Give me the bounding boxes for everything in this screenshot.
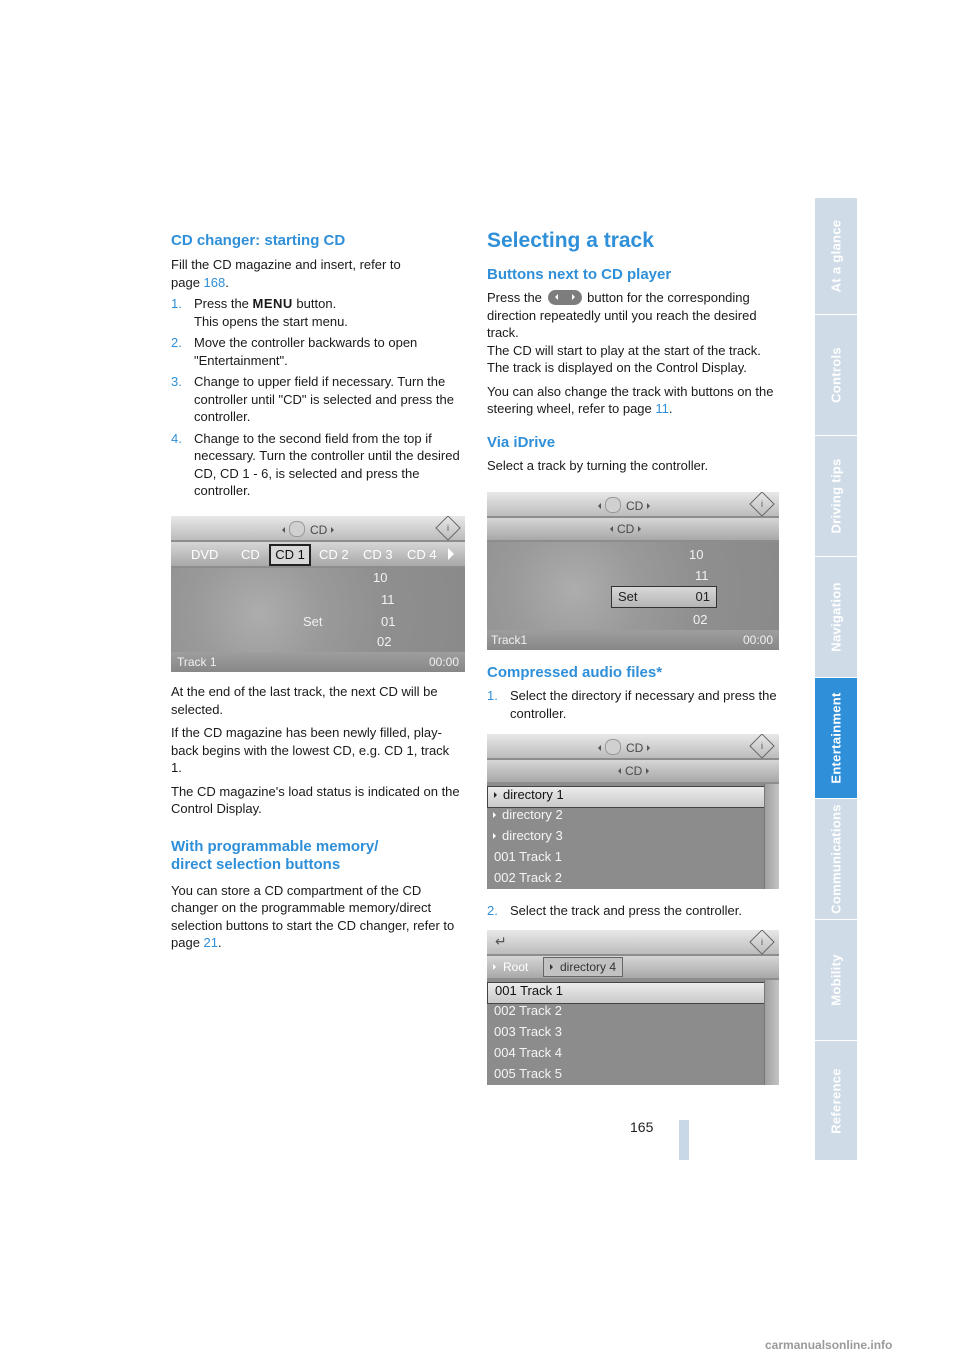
tab-cd1-selected[interactable]: CD 1	[269, 544, 311, 566]
screen-track-select	[487, 492, 779, 650]
right-arrow-icon	[647, 745, 653, 751]
footer-watermark: carmanualsonline.info	[765, 1338, 893, 1352]
right-column-step2	[487, 902, 779, 924]
track-10[interactable]: 10	[689, 547, 704, 562]
paragraph-steering: You can also change the track with buttons on the steering wheel, refer to page 11.	[487, 383, 774, 416]
steps-list	[171, 295, 463, 500]
controller-icon	[605, 497, 621, 513]
cd-tab-bar	[171, 542, 465, 566]
right-column-compressed	[487, 664, 779, 726]
step-3: 3. Change to upper field if necessary. Turn the controller until "CD" is selected and press the controller.	[171, 374, 454, 424]
list-item[interactable]: 002 Track 2	[494, 870, 562, 885]
screen-body	[487, 542, 779, 630]
track-01: 01	[695, 589, 710, 604]
paragraph-lowest-cd: If the CD magazine has been newly filled, play-back begins with the lowest CD, e.g. CD 1, track 1.	[171, 725, 450, 775]
menu-key: MENU	[252, 296, 293, 311]
page-link-168[interactable]: 168	[203, 274, 226, 290]
screen-top-bar	[487, 930, 779, 954]
sub-heading-compressed: Compressed audio files*	[487, 664, 663, 681]
list-item[interactable]: directory 1	[487, 786, 767, 808]
left-column	[171, 232, 463, 504]
option-icon[interactable]: i	[435, 516, 460, 541]
option-icon[interactable]: i	[749, 492, 774, 517]
list-item[interactable]: 005 Track 5	[494, 1066, 562, 1081]
tab-cd[interactable]: CD	[241, 547, 260, 562]
page-marker	[679, 1120, 689, 1160]
crumb-directory: directory 4	[560, 960, 617, 974]
page-link-11[interactable]: 11	[655, 401, 669, 416]
track-selection-row[interactable]	[611, 586, 717, 608]
right-column	[487, 228, 779, 478]
status-time: 00:00	[428, 655, 459, 669]
list-item[interactable]: 003 Track 3	[494, 1024, 562, 1039]
tab-reference[interactable]: Reference	[815, 1041, 857, 1161]
list-item[interactable]: 002 Track 2	[494, 1003, 562, 1018]
list-item[interactable]: 001 Track 1	[494, 849, 562, 864]
compressed-step-1: 1. Select the directory if necessary and press the controller.	[487, 688, 777, 721]
breadcrumb	[487, 956, 779, 978]
status-time: 00:00	[742, 633, 773, 647]
directory-list	[487, 784, 779, 889]
set-label: Set	[618, 589, 638, 604]
left-arrow-icon	[279, 527, 285, 533]
folder-arrow-icon	[494, 792, 500, 798]
section-heading-selecting-track: Selecting a track	[487, 229, 654, 252]
screen-sub-bar: CD	[487, 518, 779, 540]
list-item[interactable]: directory 2	[487, 807, 765, 827]
option-icon[interactable]: i	[749, 734, 774, 759]
track-01[interactable]: 01	[381, 614, 396, 629]
scrollbar[interactable]	[764, 784, 779, 889]
track-11[interactable]: 11	[695, 568, 709, 583]
intro-text: Fill the CD magazine and insert, refer to page 168.	[171, 257, 401, 290]
screen-status-bar	[487, 630, 779, 650]
screen-cd-select	[171, 516, 465, 672]
folder-arrow-icon	[550, 964, 556, 970]
compressed-step-2: 2. Select the track and press the controller.	[487, 903, 742, 918]
screen-body	[171, 568, 465, 652]
set-label: Set	[303, 614, 323, 629]
screen-top-bar: CD i	[171, 516, 465, 540]
tab-driving-tips[interactable]: Driving tips	[815, 436, 857, 557]
tab-cd4[interactable]: CD 4	[407, 547, 437, 562]
paragraph-idrive: Select a track by turning the controller.	[487, 457, 709, 473]
right-arrow-icon	[331, 527, 337, 533]
tab-dvd[interactable]: DVD	[191, 547, 219, 562]
right-arrow-icon	[647, 503, 653, 509]
folder-arrow-icon	[493, 812, 499, 818]
page-number: 165	[630, 1119, 654, 1135]
screen-top-bar: CD i	[487, 734, 779, 758]
right-arrow-icon	[646, 768, 652, 774]
screen-directory-list	[487, 734, 779, 889]
controller-icon	[289, 521, 305, 537]
option-icon[interactable]: i	[749, 930, 774, 955]
list-item[interactable]: directory 3	[487, 828, 765, 848]
track-10[interactable]: 10	[373, 570, 388, 585]
folder-arrow-icon	[493, 964, 499, 970]
tab-navigation[interactable]: Navigation	[815, 557, 857, 678]
section-heading-cd-changer: CD changer: starting CD	[171, 232, 346, 249]
tab-communications[interactable]: Communications	[815, 799, 857, 920]
screen-track-list	[487, 930, 779, 1085]
list-item[interactable]: 001 Track 1	[487, 982, 774, 1004]
back-icon[interactable]: ↵	[495, 933, 507, 949]
paragraph-store: You can store a CD compartment of the CD changer on the programmable memory/direct selection buttons to start the CD changer, refer to page 21.	[171, 882, 455, 950]
tab-mobility[interactable]: Mobility	[815, 920, 857, 1041]
tab-next-icon[interactable]	[448, 548, 460, 560]
left-column-lower	[171, 683, 463, 956]
track-02[interactable]: 02	[693, 612, 708, 627]
screen-status-bar	[171, 652, 465, 672]
folder-arrow-icon	[493, 833, 499, 839]
left-arrow-icon	[607, 526, 613, 532]
scrollbar[interactable]	[764, 980, 779, 1085]
paragraph-load-status: The CD magazine's load status is indicated on the Control Display.	[171, 783, 460, 816]
screen-sub-bar: CD	[487, 760, 779, 782]
controller-icon	[605, 739, 621, 755]
chapter-tabs	[815, 198, 857, 1160]
tab-entertainment-active[interactable]: Entertainment	[815, 678, 857, 799]
left-arrow-icon	[595, 745, 601, 751]
crumb-root: Root	[503, 960, 529, 974]
sub-heading-idrive: Via iDrive	[487, 433, 556, 451]
track-list	[487, 980, 779, 1085]
sub-heading-memory: With programmable memory/ direct selection buttons	[171, 837, 379, 873]
tab-cd3[interactable]: CD 3	[363, 547, 393, 562]
right-arrow-icon	[638, 526, 644, 532]
page-link-21[interactable]: 21	[203, 935, 219, 950]
tab-cd2[interactable]: CD 2	[319, 547, 349, 562]
step-1: 1. Press the MENU button. This opens the start menu.	[171, 296, 348, 329]
paragraph-next-cd: At the end of the last track, the next CD will be selected.	[171, 684, 438, 717]
screen-top-bar: CD i	[487, 492, 779, 516]
track-02[interactable]: 02	[377, 634, 392, 649]
tab-controls[interactable]: Controls	[815, 315, 857, 436]
paragraph-buttons: Press the button for the corresponding direction repeatedly until you reach the desired track. The CD will start to play at the start of the track. The track is displayed on the Control Display.	[487, 290, 761, 375]
left-arrow-icon	[595, 503, 601, 509]
step-2: 2. Move the controller backwards to open "Entertainment".	[171, 335, 418, 368]
status-track: Track 1	[177, 655, 217, 669]
status-track: Track1	[491, 633, 528, 647]
list-item[interactable]: 004 Track 4	[494, 1045, 562, 1060]
track-11[interactable]: 11	[381, 592, 395, 607]
step-4: 4. Change to the second field from the top if necessary. Turn the controller until the desired CD, CD 1 - 6, is selected and press the controller.	[171, 430, 460, 498]
track-button-icon	[548, 290, 582, 305]
left-arrow-icon	[615, 768, 621, 774]
tab-at-a-glance[interactable]: At a glance	[815, 198, 857, 315]
sub-heading-buttons: Buttons next to CD player	[487, 266, 672, 283]
